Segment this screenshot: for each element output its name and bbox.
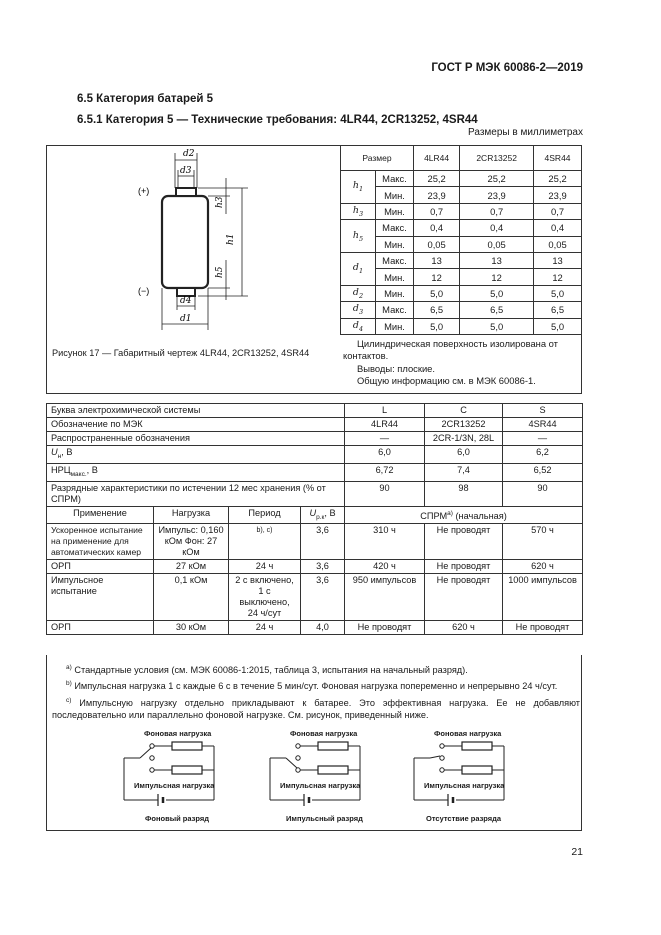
- dim-cell: 6,5: [460, 302, 534, 318]
- dim-cell: 0,7: [414, 203, 460, 219]
- test-voltage: 3,6: [301, 574, 345, 621]
- figure-note: Цилиндрическая поверхность изолирована от контактов.: [343, 338, 558, 362]
- test-result: 310 ч: [345, 524, 425, 560]
- test-result: Не проводят: [345, 621, 425, 635]
- dim-cell: 6,5: [534, 302, 582, 318]
- dim-symbol: $d_3$: [341, 302, 376, 318]
- dim-cell: 13: [534, 252, 582, 268]
- table-cell: 6,72: [345, 463, 425, 481]
- dim-header-size: Размер: [341, 146, 414, 171]
- row-label-nrc: $НРЦ_{макс.}$, В: [47, 463, 345, 481]
- test-load: Импульс: 0,160 кОм Фон: 27 кОм: [154, 524, 229, 560]
- table-cell: 2CR-1/3N, 28L: [425, 432, 503, 446]
- dim-symbol: $h_5$: [341, 220, 376, 253]
- dim-symbol: $d_4$: [341, 318, 376, 334]
- svg-text:Фоновая нагрузка: Фоновая нагрузка: [144, 729, 212, 738]
- svg-text:Фоновая нагрузка: Фоновая нагрузка: [434, 729, 502, 738]
- dim-cell: 23,9: [460, 187, 534, 203]
- dim-kind: Мин.: [376, 236, 414, 252]
- table-cell: 90: [503, 481, 583, 506]
- dim-cell: 13: [414, 252, 460, 268]
- test-result: Не проводят: [425, 524, 503, 560]
- dim-kind: Мин.: [376, 318, 414, 334]
- col-header-spm: СПРМ$^{a)}$ (начальная): [345, 506, 583, 524]
- units-note: Размеры в миллиметрах: [468, 127, 583, 138]
- standard-header: ГОСТ Р МЭК 60086-2—2019: [431, 62, 583, 74]
- characteristics-table: [46, 403, 583, 635]
- dim-cell: 0,05: [414, 236, 460, 252]
- positive-terminal: [176, 188, 196, 196]
- test-application: ОРП: [47, 621, 154, 635]
- battery-drawing: [100, 148, 320, 338]
- d1-label: d1: [180, 314, 192, 324]
- figure-note: Общую информацию см. в МЭК 60086-1.: [357, 375, 536, 387]
- test-application: Ускоренное испытание на применение для автоматических камер: [47, 524, 154, 560]
- dim-kind: Макс.: [376, 302, 414, 318]
- footnotes: [52, 662, 580, 724]
- figure-caption: Рисунок 17 — Габаритный чертеж 4LR44, 2CR13252, 4SR44: [52, 348, 310, 358]
- dim-cell: 0,05: [534, 236, 582, 252]
- negative-terminal: [177, 288, 195, 296]
- test-voltage: 3,6: [301, 524, 345, 560]
- table-cell: 4LR44: [345, 418, 425, 432]
- dim-symbol: $d_1$: [341, 252, 376, 285]
- d3-label: d3: [180, 166, 192, 176]
- row-label: Разрядные характеристики по истечении 12 мес хранения (% от СПРМ): [47, 481, 345, 506]
- dim-cell: 5,0: [414, 318, 460, 334]
- svg-text:Фоновая нагрузка: Фоновая нагрузка: [290, 729, 358, 738]
- test-result: 620 ч: [425, 621, 503, 635]
- table-cell: 6,2: [503, 446, 583, 464]
- col-header-load: Нагрузка: [154, 506, 229, 524]
- dim-header: 2CR13252: [460, 146, 534, 171]
- dim-kind: Мин.: [376, 285, 414, 301]
- plus-label: (+): [138, 186, 150, 196]
- section-subtitle: 6.5.1 Категория 5 — Технические требования: 4LR44, 2CR13252, 4SR44: [77, 114, 478, 126]
- section-title: 6.5 Категория батарей 5: [77, 93, 214, 105]
- footnote-c: $^{c)}$ Импульсную нагрузку отдельно прикладывают к батарее. Это эффективная нагрузка. Ее не добавляют последовательно или параллельно фоновой нагрузке. См. рисунок, приведенный ниже.: [52, 696, 580, 721]
- row-label-un: $U_н$, В: [47, 446, 345, 464]
- table-cell: 2CR13252: [425, 418, 503, 432]
- dim-cell: 5,0: [414, 285, 460, 301]
- dim-cell: 0,7: [460, 203, 534, 219]
- dim-cell: 6,5: [414, 302, 460, 318]
- dim-cell: 25,2: [534, 171, 582, 187]
- svg-text:Импульсная нагрузка: Импульсная нагрузка: [424, 781, 505, 790]
- test-result: Не проводят: [503, 621, 583, 635]
- table-cell: 6,52: [503, 463, 583, 481]
- table-cell: 6,0: [345, 446, 425, 464]
- dim-symbol: $h_1$: [341, 171, 376, 204]
- table-cell: 90: [345, 481, 425, 506]
- dimensions-table: [340, 145, 582, 335]
- dim-kind: Макс.: [376, 220, 414, 236]
- dim-cell: 0,4: [534, 220, 582, 236]
- test-result: Не проводят: [425, 560, 503, 574]
- test-voltage: 4,0: [301, 621, 345, 635]
- table-cell: L: [345, 404, 425, 418]
- dim-cell: 5,0: [460, 318, 534, 334]
- figure-note: Выводы: плоские.: [357, 362, 436, 374]
- dim-kind: Макс.: [376, 252, 414, 268]
- test-period: 24 ч: [229, 560, 301, 574]
- dim-header: 4SR44: [534, 146, 582, 171]
- d2-label: d2: [183, 149, 195, 159]
- circuit-diagrams: [110, 728, 550, 828]
- table-cell: C: [425, 404, 503, 418]
- dim-cell: 0,4: [414, 220, 460, 236]
- test-voltage: 3,6: [301, 560, 345, 574]
- row-label: Распространенные обозначения: [47, 432, 345, 446]
- footnote-b: $^{b)}$ Импульсная нагрузка 1 с каждые 6 с в течение 5 мин/сут. Фоновая нагрузка попеременно и непрерывно 24 ч/сут.: [66, 680, 558, 692]
- svg-text:Импульсный разряд: Импульсный разряд: [286, 814, 363, 823]
- test-application: Импульсное испытание: [47, 574, 154, 621]
- test-load: 27 кОм: [154, 560, 229, 574]
- table-cell: 98: [425, 481, 503, 506]
- footnote-a: $^{a)}$ Стандартные условия (см. МЭК 60086-1:2015, таблица 3, испытания на начальный разряд).: [66, 664, 468, 676]
- page-number: 21: [571, 846, 583, 858]
- test-result: 620 ч: [503, 560, 583, 574]
- test-result: 1000 импульсов: [503, 574, 583, 621]
- dim-symbol: $h_3$: [341, 203, 376, 219]
- table-cell: —: [503, 432, 583, 446]
- dim-cell: 23,9: [414, 187, 460, 203]
- battery-body: [162, 196, 208, 288]
- figure-notes: [343, 338, 581, 388]
- dim-cell: 12: [460, 269, 534, 285]
- h3-label: h3: [215, 196, 225, 208]
- row-label: Буква электрохимической системы: [47, 404, 345, 418]
- dim-cell: 5,0: [460, 285, 534, 301]
- circuit-pulse-discharge: [270, 729, 363, 823]
- dim-kind: Мин.: [376, 269, 414, 285]
- svg-text:Фоновый разряд: Фоновый разряд: [145, 814, 209, 823]
- table-cell: —: [345, 432, 425, 446]
- minus-label: (−): [138, 286, 150, 296]
- table-cell: 4SR44: [503, 418, 583, 432]
- test-result: 570 ч: [503, 524, 583, 560]
- d4-label: d4: [180, 296, 192, 306]
- dim-cell: 0,05: [460, 236, 534, 252]
- svg-text:Импульсная нагрузка: Импульсная нагрузка: [280, 781, 361, 790]
- dim-cell: 0,7: [534, 203, 582, 219]
- dim-cell: 12: [534, 269, 582, 285]
- dim-cell: 12: [414, 269, 460, 285]
- dim-symbol: $d_2$: [341, 285, 376, 301]
- dim-cell: 13: [460, 252, 534, 268]
- h5-label: h5: [215, 266, 225, 278]
- test-result: 420 ч: [345, 560, 425, 574]
- dim-cell: 5,0: [534, 318, 582, 334]
- circuit-no-discharge: [414, 729, 505, 823]
- dim-cell: 23,9: [534, 187, 582, 203]
- test-load: 0,1 кОм: [154, 574, 229, 621]
- col-header-period: Период: [229, 506, 301, 524]
- col-header-application: Применение: [47, 506, 154, 524]
- row-label: Обозначение по МЭК: [47, 418, 345, 432]
- table-cell: 6,0: [425, 446, 503, 464]
- svg-text:Отсутствие разряда: Отсутствие разряда: [426, 814, 502, 823]
- test-period: b), c): [229, 524, 301, 560]
- test-load: 30 кОм: [154, 621, 229, 635]
- dim-kind: Мин.: [376, 203, 414, 219]
- dim-cell: 5,0: [534, 285, 582, 301]
- table-cell: S: [503, 404, 583, 418]
- dim-kind: Макс.: [376, 171, 414, 187]
- svg-text:Импульсная нагрузка: Импульсная нагрузка: [134, 781, 215, 790]
- circuit-background-discharge: [124, 729, 215, 823]
- dim-cell: 25,2: [414, 171, 460, 187]
- col-header-voltage: $U_{р.к}$, В: [301, 506, 345, 524]
- dim-cell: 25,2: [460, 171, 534, 187]
- test-period: 2 с включено, 1 с выключено, 24 ч/сут: [229, 574, 301, 621]
- test-application: ОРП: [47, 560, 154, 574]
- dim-header: 4LR44: [414, 146, 460, 171]
- test-result: Не проводят: [425, 574, 503, 621]
- test-result: 950 импульсов: [345, 574, 425, 621]
- dim-cell: 0,4: [460, 220, 534, 236]
- dim-kind: Мин.: [376, 187, 414, 203]
- h1-label: h1: [226, 233, 236, 245]
- table-cell: 7,4: [425, 463, 503, 481]
- test-period: 24 ч: [229, 621, 301, 635]
